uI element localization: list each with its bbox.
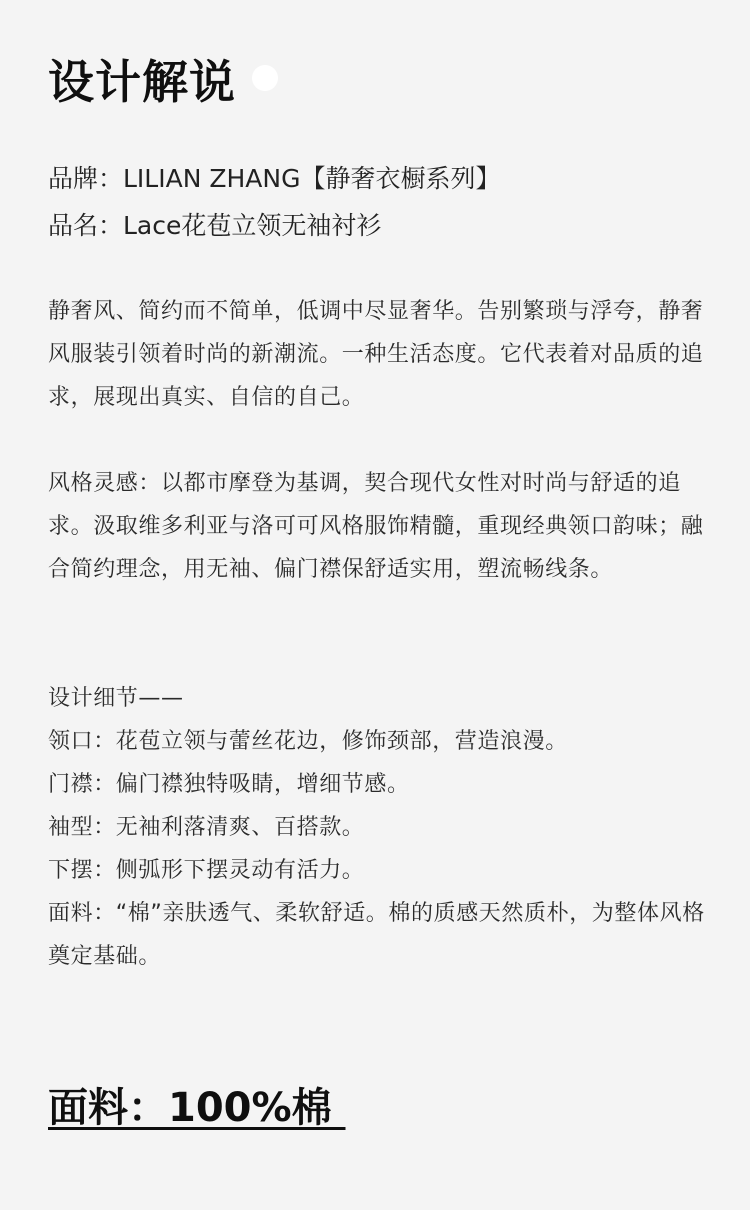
title-dot-decoration — [252, 65, 278, 91]
detail-hem: 下摆：侧弧形下摆灵动有活力。 — [48, 858, 365, 883]
detail-fabric: 面料：“棉”亲肤透气、柔软舒适。棉的质感天然质朴，为整体风格奠定基础。 — [48, 901, 705, 969]
detail-sleeve: 袖型：无袖利落清爽、百搭款。 — [48, 815, 365, 840]
product-meta — [48, 155, 708, 249]
product-name-line: 品名：Lace花苞立领无袖衬衫 — [48, 211, 382, 240]
page-title: 设计解说 — [48, 55, 236, 109]
style-intro-paragraph: 静奢风、简约而不简单，低调中尽显奢华。告别繁琐与浮夸，静奢风服装引领着时尚的新潮流。一种生活态度。它代表着对品质的追求，展现出真实、自信的自己。 — [48, 299, 704, 410]
fabric-composition-title: 面料：100%棉 — [48, 1085, 346, 1131]
title-row — [48, 52, 278, 112]
design-details — [48, 677, 708, 978]
design-details-heading: 设计细节—— — [48, 686, 184, 711]
detail-placket: 门襟：偏门襟独特吸睛，增细节感。 — [48, 772, 410, 797]
detail-collar: 领口：花苞立领与蕾丝花边，修饰颈部，营造浪漫。 — [48, 729, 568, 754]
style-inspiration-paragraph: 风格灵感：以都市摩登为基调，契合现代女性对时尚与舒适的追求。汲取维多利亚与洛可可风格服饰精髓，重现经典领口韵味；融合简约理念，用无袖、偏门襟保舒适实用，塑流畅线条。 — [48, 471, 704, 582]
brand-line: 品牌：LILIAN ZHANG【静奢衣橱系列】 — [48, 164, 501, 193]
